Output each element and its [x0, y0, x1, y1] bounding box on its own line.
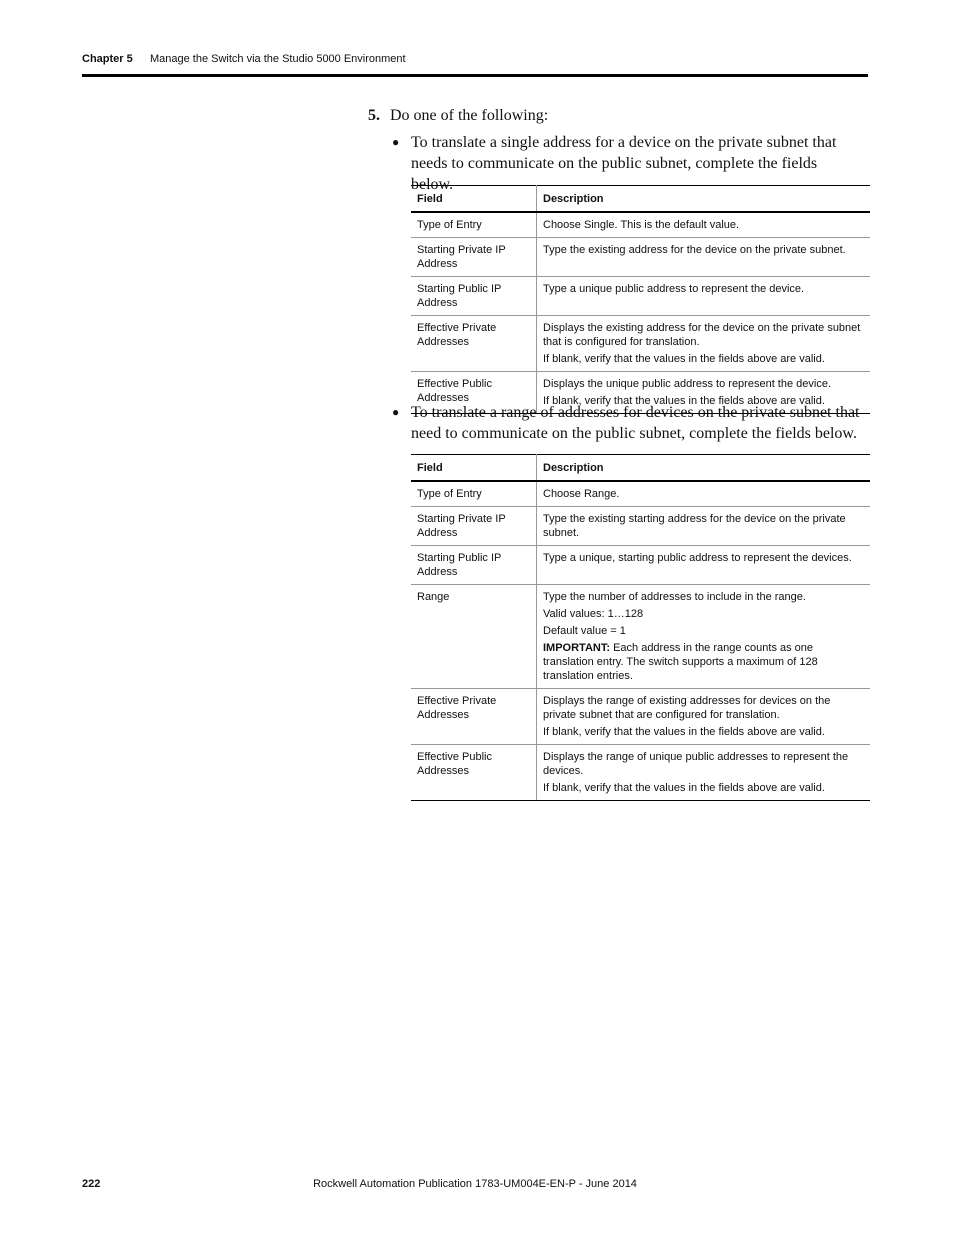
- description-note: If blank, verify that the values in the fields above are valid.: [543, 395, 825, 407]
- bullet-dot-icon: ●: [392, 405, 400, 419]
- field-cell: Starting Private IP Address: [411, 507, 537, 546]
- field-cell: Effective Public Addresses: [411, 372, 537, 414]
- description-cell: [537, 585, 871, 689]
- field-cell: Effective Public Addresses: [411, 745, 537, 801]
- description-text: Type the existing address for the device on the private subnet.: [543, 244, 846, 256]
- field-header: Field: [411, 186, 537, 213]
- bullet-range: [392, 402, 862, 444]
- description-cell: [537, 546, 871, 585]
- field-cell: Starting Public IP Address: [411, 546, 537, 585]
- table-row: [411, 585, 870, 689]
- table-row: [411, 507, 870, 546]
- table-row: [411, 745, 870, 801]
- field-header: Field: [411, 455, 537, 482]
- description-note: If blank, verify that the values in the fields above are valid.: [543, 353, 825, 365]
- bullet-text: To translate a range of addresses for devices on the private subnet that need to communicate on the public subnet, complete the fields below.: [411, 404, 860, 442]
- field-cell: Range: [411, 585, 537, 689]
- description-cell: [537, 212, 871, 238]
- field-cell: Type of Entry: [411, 212, 537, 238]
- description-text: Type the number of addresses to include in the range.: [543, 591, 806, 603]
- table-header-row: [411, 455, 870, 482]
- table-row: [411, 316, 870, 372]
- description-text: Type the existing starting address for the device on the private subnet.: [543, 513, 846, 539]
- header-rule: [82, 74, 868, 77]
- description-note: If blank, verify that the values in the fields above are valid.: [543, 782, 825, 794]
- page-header: [82, 53, 868, 65]
- step-number: 5.: [368, 107, 380, 124]
- chapter-title: Manage the Switch via the Studio 5000 Environment: [150, 53, 406, 65]
- table-row: [411, 546, 870, 585]
- step-text: Do one of the following:: [390, 107, 549, 124]
- description-cell: [537, 745, 871, 801]
- page-number: 222: [82, 1178, 101, 1190]
- table-row: [411, 277, 870, 316]
- description-text: Displays the range of existing addresses for devices on the private subnet that are configured for translation.: [543, 695, 831, 721]
- range-address-table: [411, 454, 870, 801]
- description-text: Displays the unique public address to represent the device.: [543, 378, 832, 390]
- description-text: Choose Single. This is the default value.: [543, 219, 740, 231]
- table-row: [411, 481, 870, 507]
- important-text: Each address in the range counts as one translation entry. The switch supports a maximum of 128 translation entries.: [543, 642, 818, 682]
- bullet-dot-icon: ●: [392, 135, 400, 149]
- description-text: Displays the existing address for the device on the private subnet that is configured for translation.: [543, 322, 861, 348]
- field-cell: Effective Private Addresses: [411, 316, 537, 372]
- table-row: [411, 238, 870, 277]
- description-cell: [537, 238, 871, 277]
- bullet-text: To translate a single address for a device on the private subnet that needs to communicate on the public subnet, complete the fields below.: [411, 134, 837, 193]
- description-cell: [537, 316, 871, 372]
- description-text: Type a unique public address to represent the device.: [543, 283, 805, 295]
- valid-values-text: Valid values: 1…128: [543, 608, 644, 620]
- description-cell: [537, 507, 871, 546]
- publication-info: Rockwell Automation Publication 1783-UM004E-EN-P - June 2014: [313, 1178, 637, 1190]
- field-cell: Type of Entry: [411, 481, 537, 507]
- default-value-text: Default value = 1: [543, 625, 626, 637]
- description-header: Description: [537, 186, 871, 213]
- description-text: Type a unique, starting public address to represent the devices.: [543, 552, 852, 564]
- field-cell: Starting Private IP Address: [411, 238, 537, 277]
- field-cell: Starting Public IP Address: [411, 277, 537, 316]
- description-cell: [537, 689, 871, 745]
- description-text: Choose Range.: [543, 488, 620, 500]
- table-row: [411, 689, 870, 745]
- field-cell: Effective Private Addresses: [411, 689, 537, 745]
- table-header-row: [411, 186, 870, 213]
- description-header: Description: [537, 455, 871, 482]
- chapter-label: Chapter 5: [82, 53, 133, 65]
- table-row: [411, 212, 870, 238]
- important-note: [543, 641, 864, 683]
- description-cell: [537, 481, 871, 507]
- step-5: [368, 107, 548, 125]
- description-cell: [537, 277, 871, 316]
- description-note: If blank, verify that the values in the fields above are valid.: [543, 726, 825, 738]
- single-address-table: [411, 185, 870, 414]
- description-text: Displays the range of unique public addresses to represent the devices.: [543, 751, 849, 777]
- important-label: IMPORTANT:: [543, 642, 611, 654]
